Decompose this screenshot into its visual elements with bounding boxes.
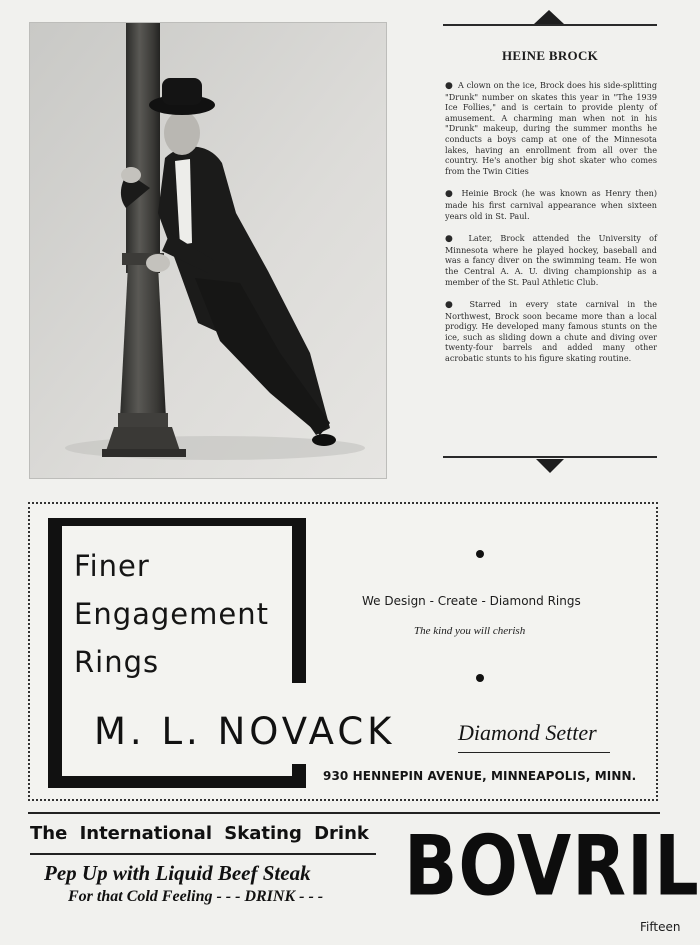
bullet-icon: ● xyxy=(445,189,455,200)
bullet-icon: ● xyxy=(445,81,454,91)
article-paragraph: ● Starred in every state carnival in the Northwest, Brock soon became more than a local prodigy. He developed many famous stunts on the ice, such as sliding down a chute and diving over twenty-four barrels and added many other acrobatic stunts to his figure skating routine. xyxy=(445,299,657,364)
bullet-icon: ● xyxy=(445,234,459,245)
divider xyxy=(30,853,376,855)
bottom-rule xyxy=(443,456,657,458)
title-underline xyxy=(458,752,610,753)
bullet-icon: ● xyxy=(445,300,459,311)
novack-advertisement xyxy=(28,502,658,801)
top-rule xyxy=(443,24,657,26)
frame-bar xyxy=(48,518,62,788)
article-paragraph: ● A clown on the ice, Brock does his side-splitting "Drunk" number on skates this year in "The 1939 Ice Follies," and is certain to provide plenty of amusement. A charming man when not in his "Drunk" makeup, during the summer months he conducts a boys camp at one of the Minnesota lakes, having an enrollment from all over the country. He's another big shot skater who comes from the Twin Cities xyxy=(445,80,657,176)
bullet-icon xyxy=(476,674,484,682)
bovril-brand: BOVRIL xyxy=(404,818,700,915)
bovril-headline: The International Skating Drink xyxy=(30,823,369,844)
ad-subtagline: The kind you will cherish xyxy=(414,625,526,637)
bovril-subslogan: For that Cold Feeling - - - DRINK - - - xyxy=(68,888,324,905)
skater-photo xyxy=(29,22,387,479)
triangle-up-ornament xyxy=(534,10,564,24)
page-number: Fifteen xyxy=(640,920,681,934)
business-name: M. L. NOVACK xyxy=(94,710,396,753)
article-headline: HEINE BROCK xyxy=(501,48,599,63)
bovril-slogan: Pep Up with Liquid Beef Steak xyxy=(44,861,311,885)
article-paragraph: ● Later, Brock attended the University of Minnesota where he played hockey, baseball and was a fancy diver on the swimming team. He won the Central A. A. U. diving championship as a member of the St. Paul Athletic Club. xyxy=(445,233,657,287)
frame-bar xyxy=(292,518,306,683)
business-title: Diamond Setter xyxy=(458,720,597,745)
divider xyxy=(28,812,660,814)
article-paragraph: ● Heinie Brock (he was known as Henry then) made his first carnival appearance when sixteen years old in St. Paul. xyxy=(445,188,657,221)
ad-tagline: We Design - Create - Diamond Rings xyxy=(362,594,581,608)
business-address: 930 HENNEPIN AVENUE, MINNEAPOLIS, MINN. xyxy=(323,769,637,783)
frame-bar xyxy=(48,776,306,788)
ad-headline: Finer Engagement Rings xyxy=(74,549,269,679)
bullet-icon xyxy=(476,550,484,558)
article-body xyxy=(445,80,657,376)
triangle-down-ornament xyxy=(536,459,564,473)
frame-bar xyxy=(48,518,306,526)
article xyxy=(443,10,657,480)
